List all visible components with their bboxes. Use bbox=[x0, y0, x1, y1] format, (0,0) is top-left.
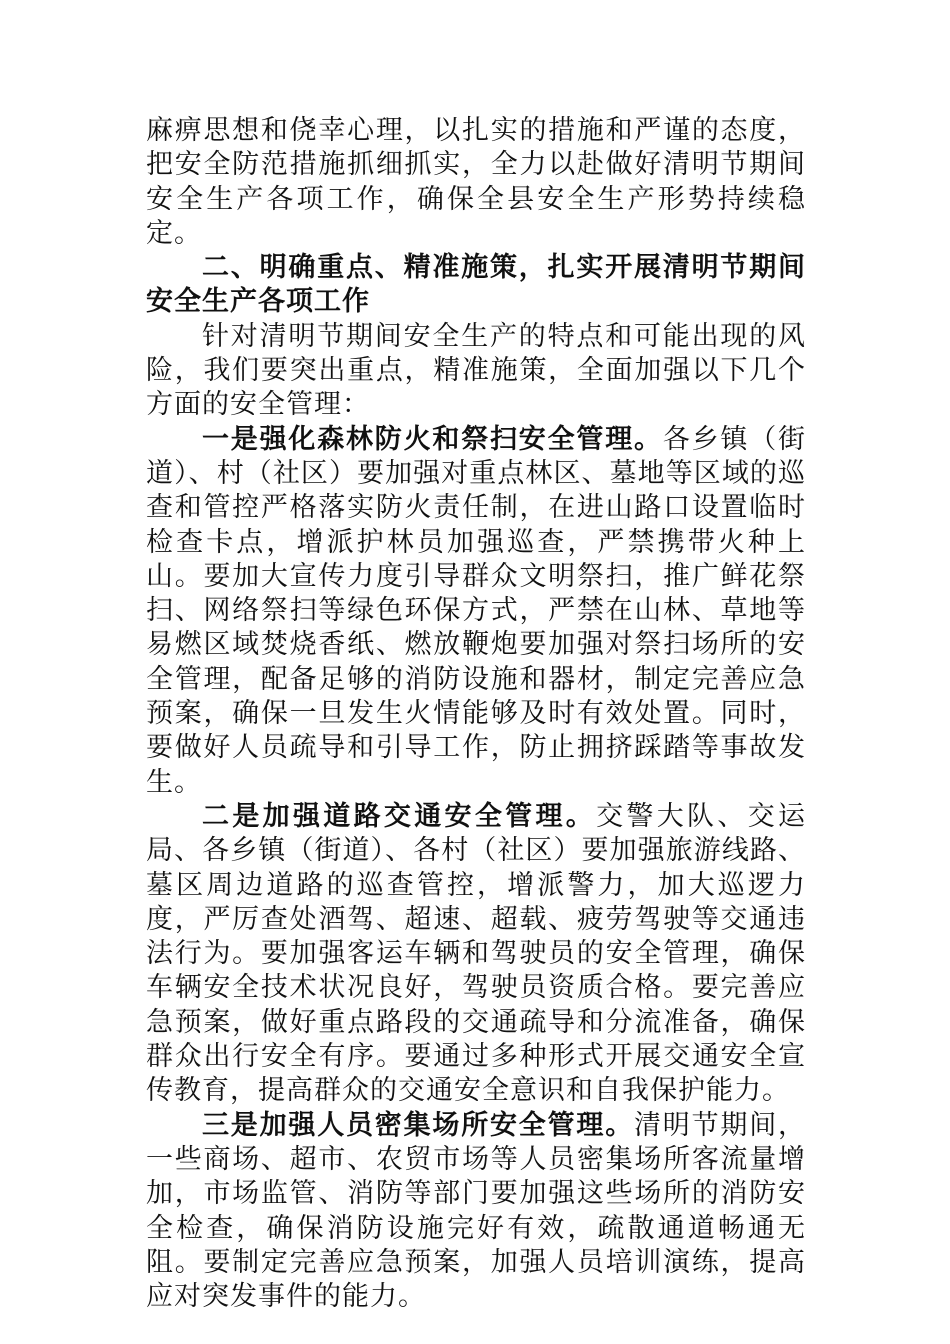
paragraph-body-crowded-places: 清明节期间，一些商场、超市、农贸市场等人员密集场所客流量增加，市场监管、消防等部门要加强这些场所的消防安全检查，确保消防设施完好有效，疏散通道畅通无阻。要制定完善应急预案，加强人员培训演练，提高应对突发事件的能力。 bbox=[146, 1109, 806, 1313]
section-heading-2: 二、明确重点、精准施策，扎实开展清明节期间安全生产各项工作 bbox=[146, 252, 806, 318]
paragraph-crowded-places bbox=[146, 1109, 806, 1315]
paragraph-road-traffic bbox=[146, 800, 806, 1109]
document-page bbox=[146, 114, 806, 1314]
paragraph-lead-forest-fire: 一是强化森林防火和祭扫安全管理。 bbox=[202, 423, 663, 455]
paragraph-lead-crowded-places: 三是加强人员密集场所安全管理。 bbox=[202, 1109, 634, 1141]
paragraph-section-intro: 针对清明节期间安全生产的特点和可能出现的风险，我们要突出重点，精准施策，全面加强以下几个方面的安全管理： bbox=[146, 320, 806, 421]
paragraph-forest-fire bbox=[146, 423, 806, 800]
paragraph-body-forest-fire: 各乡镇（街道）、村（社区）要加强对重点林区、墓地等区域的巡查和管控严格落实防火责任制，在进山路口设置临时检查卡点，增派护林员加强巡查，严禁携带火种上山。要加大宣传力度引导群众文明祭扫，推广鲜花祭扫、网络祭扫等绿色环保方式，严禁在山林、草地等易燃区域焚烧香纸、燃放鞭炮要加强对祭扫场所的安全管理，配备足够的消防设施和器材，制定完善应急预案，确保一旦发生火情能够及时有效处置。同时，要做好人员疏导和引导工作，防止拥挤踩踏等事故发生。 bbox=[146, 423, 807, 798]
paragraph-intro-tail: 麻痹思想和侥幸心理，以扎实的措施和严谨的态度，把安全防范措施抓细抓实，全力以赴做好清明节期间安全生产各项工作，确保全县安全生产形势持续稳定。 bbox=[146, 115, 806, 249]
paragraph-lead-road-traffic: 二是加强道路交通安全管理。 bbox=[202, 800, 597, 832]
paragraph-body-road-traffic: 交警大队、交运局、各乡镇（街道）、各村（社区）要加强旅游线路、墓区周边道路的巡查管控，增派警力，加大巡逻力度，严厉查处酒驾、超速、超载、疲劳驾驶等交通违法行为。要加强客运车辆和驾驶员的安全管理，确保车辆安全技术状况良好，驾驶员资质合格。要完善应急预案，做好重点路段的交通疏导和分流准备，确保群众出行安全有序。要通过多种形式开展交通安全宣传教育，提高群众的交通安全意识和自我保护能力。 bbox=[146, 800, 807, 1107]
